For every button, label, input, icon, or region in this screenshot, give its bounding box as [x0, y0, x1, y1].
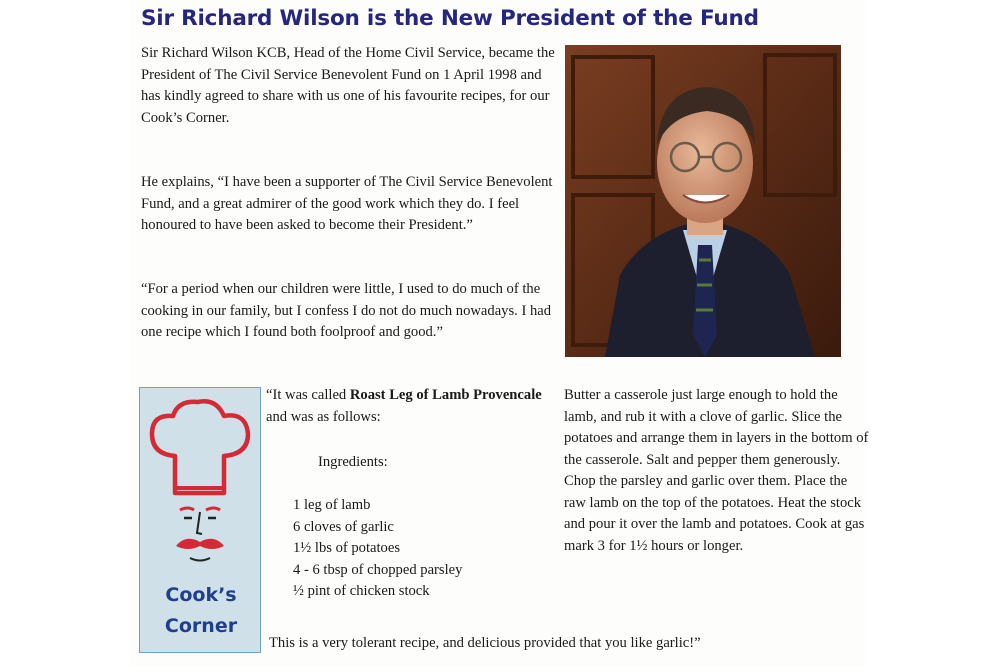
- portrait-photo: [565, 45, 841, 357]
- ingredient-item: ½ pint of chicken stock: [293, 583, 430, 599]
- recipe-intro: [266, 385, 546, 428]
- recipe-closing: This is a very tolerant recipe, and delicious provided that you like garlic!”: [269, 635, 701, 651]
- intro-paragraph: Sir Richard Wilson KCB, Head of the Home Civil Service, became the President of The Civil Service Benevolent Fund on 1 April 1998 and has kindly agreed to share with us one of his favourite recipes, for our Cook’s Corner.: [141, 45, 555, 126]
- chef-hat-icon: [140, 388, 259, 568]
- ingredient-item: 1 leg of lamb: [293, 497, 371, 513]
- ingredients-heading: Ingredients:: [318, 454, 388, 470]
- ingredient-item: 4 - 6 tbsp of chopped parsley: [293, 561, 463, 578]
- cooks-corner-panel: [139, 387, 261, 653]
- cooking-paragraph: “For a period when our children were little, I used to do much of the cooking in our family, but I confess I do not do much nowadays. I had one recipe which I found both foolproof and good.”: [141, 281, 552, 340]
- recipe-method: Butter a casserole just large enough to hold the lamb, and rub it with a clove of garlic. Slice the potatoes and arrange them in layers in the bottom of the casserole. Salt and pepper them generously. Chop the parsley and garlic over them. Place the raw lamb on the top of the potatoes. Heat the stock and pour it over the lamb and potatoes. Cook at gas mark 3 for 1½ hours or longer.: [564, 387, 869, 554]
- ingredient-item: 6 cloves of garlic: [293, 518, 394, 535]
- quote-paragraph: He explains, “I have been a supporter of The Civil Service Benevolent Fund, and a great admirer of the good work which they do. I feel honoured to have been asked to become their President.”: [141, 174, 553, 233]
- recipe-intro-after: and was as follows:: [266, 408, 381, 425]
- ingredients-list: [293, 495, 462, 603]
- recipe-name: Roast Leg of Lamb Provencale: [349, 387, 542, 403]
- ingredient-item: 1½ lbs of potatoes: [293, 540, 401, 556]
- cooks-corner-label-line2: Corner: [164, 615, 238, 637]
- cooks-corner-label-line1: Cook’s: [165, 584, 237, 606]
- recipe-intro-before: “It was called: [266, 387, 350, 403]
- headline: Sir Richard Wilson is the New President of the Fund: [141, 6, 759, 31]
